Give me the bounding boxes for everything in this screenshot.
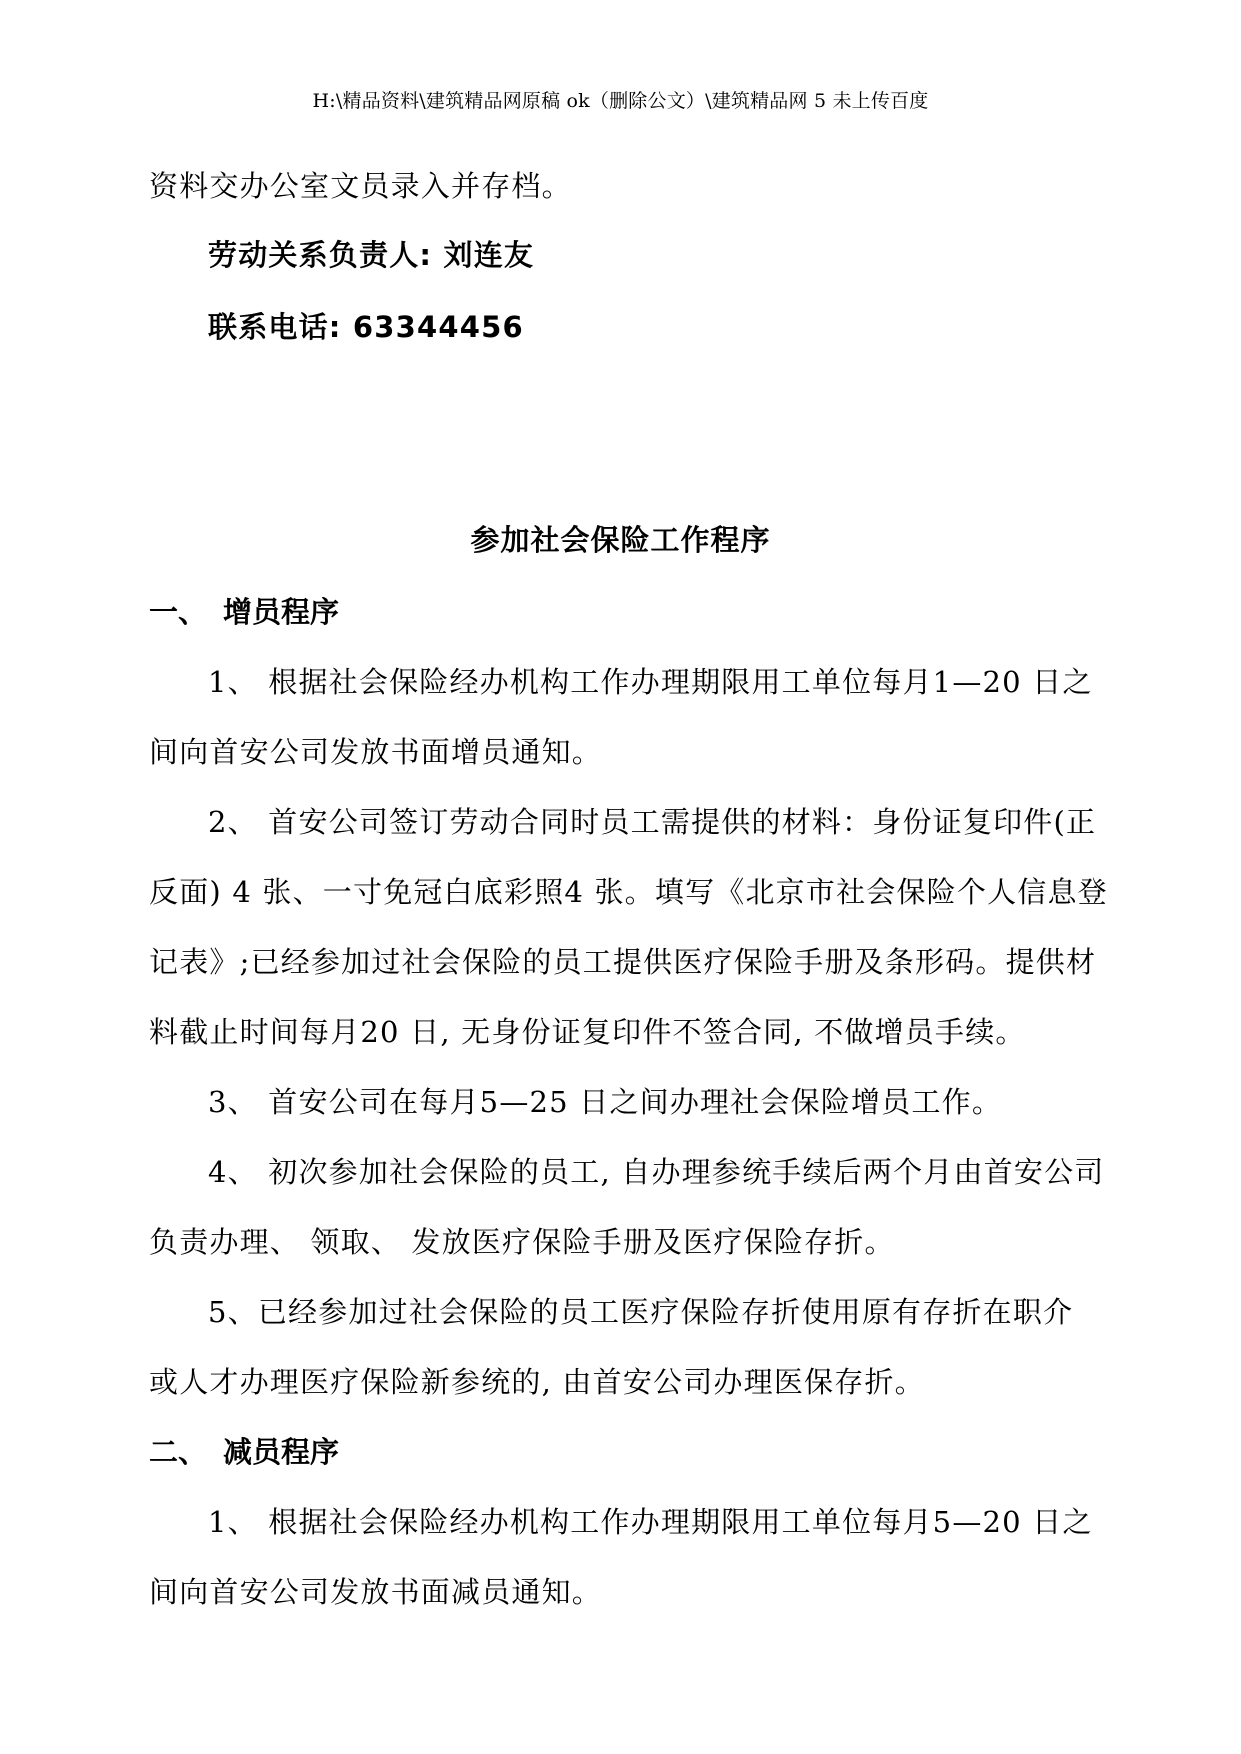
document-title: 参加社会保险工作程序 (470, 523, 771, 557)
intro-line: 资料交办公室文员录入并存档。 (149, 169, 572, 203)
paragraph-line: 或人才办理医疗保险新参统的, 由首安公司办理医保存折。 (149, 1365, 925, 1399)
paragraph-line: 5、已经参加过社会保险的员工医疗保险存折使用原有存折在职介 (208, 1295, 1074, 1329)
paragraph-line: 4、 初次参加社会保险的员工, 自办理参统手续后两个月由首安公司 (208, 1155, 1105, 1189)
section-title-text: 减员程序 (223, 1435, 340, 1469)
contact-person: 劳动关系负责人: 刘连友 (208, 238, 535, 272)
paragraph-line: 记表》;已经参加过社会保险的员工提供医疗保险手册及条形码。提供材 (149, 945, 1097, 979)
paragraph-line: 负责办理、 领取、 发放医疗保险手册及医疗保险存折。 (149, 1225, 895, 1259)
paragraph-line: 3、 首安公司在每月5—25 日之间办理社会保险增员工作。 (208, 1085, 1003, 1119)
paragraph-line: 2、 首安公司签订劳动合同时员工需提供的材料：身份证复印件(正 (208, 805, 1097, 839)
paragraph-line: 1、 根据社会保险经办机构工作办理期限用工单位每月1—20 日之 (208, 665, 1093, 699)
section-heading-reduce-staff (149, 1430, 339, 1471)
header-file-path: H:\精品资料\建筑精品网原稿 ok（删除公文）\建筑精品网 5 未上传百度 (312, 90, 929, 112)
section-number: 一、 (149, 595, 208, 629)
section-number: 二、 (149, 1435, 208, 1469)
section-heading-add-staff (149, 590, 339, 631)
contact-phone: 联系电话: 63344456 (208, 310, 524, 344)
paragraph-line: 1、 根据社会保险经办机构工作办理期限用工单位每月5—20 日之 (208, 1505, 1093, 1539)
paragraph-line: 反面) 4 张、一寸免冠白底彩照4 张。填写《北京市社会保险个人信息登 (149, 875, 1108, 909)
paragraph-line: 间向首安公司发放书面减员通知。 (149, 1575, 603, 1609)
section-title-text: 增员程序 (223, 595, 340, 629)
paragraph-line: 料截止时间每月20 日, 无身份证复印件不签合同, 不做增员手续。 (149, 1015, 1026, 1049)
paragraph-line: 间向首安公司发放书面增员通知。 (149, 735, 603, 769)
